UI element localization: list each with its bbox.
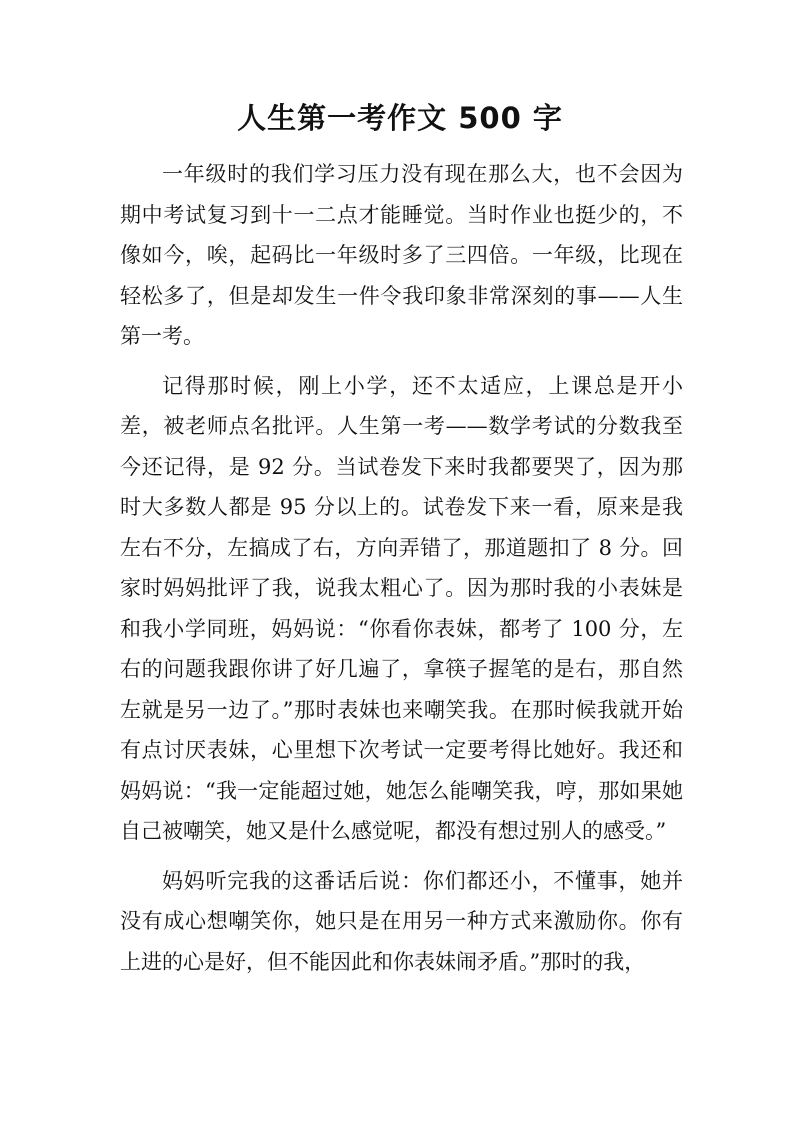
paragraph-3: 妈妈听完我的这番话后说：你们都还小，不懂事，她并没有成心想嘲笑你，她只是在用另一种方式来激励你。你有上进的心是好，但不能因此和你表妹闹矛盾。”那时的我， — [120, 868, 683, 974]
document-title: 人生第一考作文 500 字 — [237, 101, 563, 135]
document-body — [120, 154, 683, 991]
paragraph-2: 记得那时候，刚上小学，还不太适应，上课总是开小差，被老师点名批评。人生第一考——数学考试的分数我至今还记得，是 92 分。当试卷发下来时我都要哭了，因为那时大多数人都是 95 分以上的。试卷发下来一看，原来是我左右不分，左搞成了右，方向弄错了，那道题扣了 8 分。回家时妈妈批评了我，说我太粗心了。因为那时我的小表妹是和我小学同班，妈妈说：“你看你表妹，都考了 100 分，左右的问题我跟你讲了好几遍了，拿筷子握笔的是右，那自然左就是另一边了。”那时表妹也来嘲笑我。在那时候我就开始有点讨厌表妹，心里想下次考试一定要考得比她好。我还和妈妈说：“我一定能超过她，她怎么能嘲笑我，哼，那如果她自己被嘲笑，她又是什么感觉呢，都没有想过别人的感受。” — [120, 373, 683, 843]
paragraph-1: 一年级时的我们学习压力没有现在那么大，也不会因为期中考试复习到十一二点才能睡觉。当时作业也挺少的，不像如今，唉，起码比一年级时多了三四倍。一年级，比现在轻松多了，但是却发生一件令我印象非常深刻的事——人生第一考。 — [120, 162, 683, 348]
